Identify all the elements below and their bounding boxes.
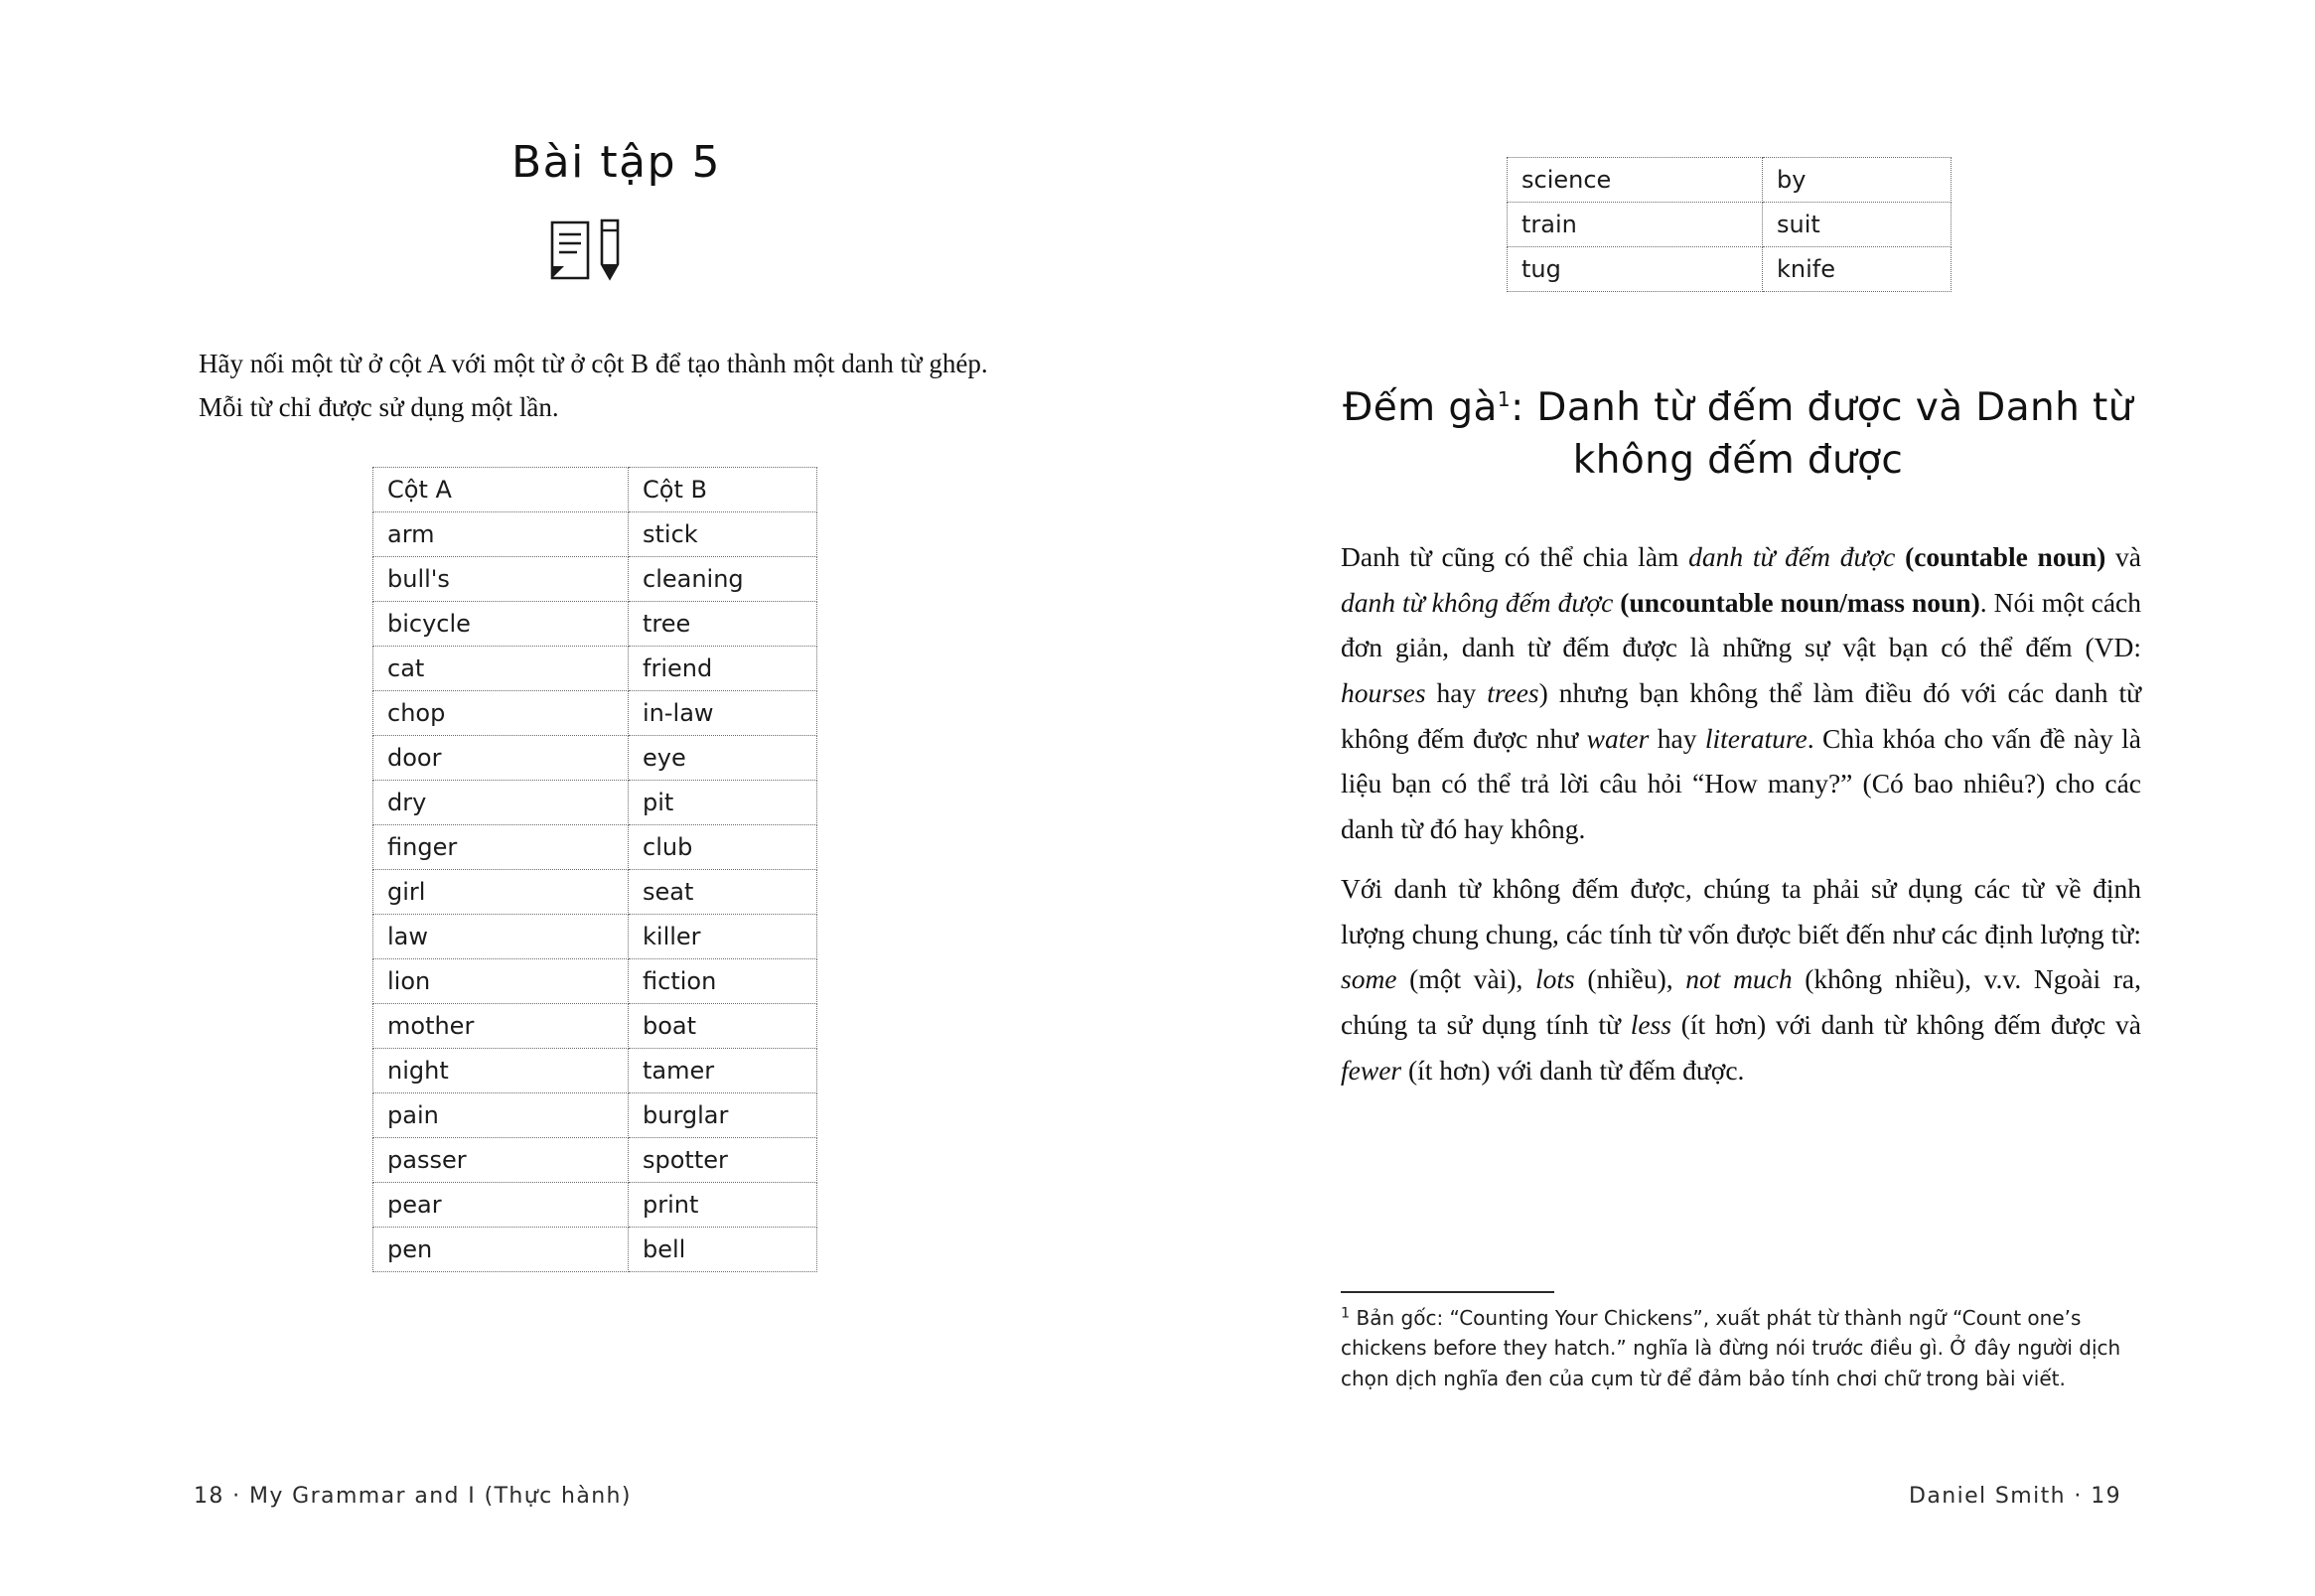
cell-column-a: bull's [373, 557, 629, 602]
table-row [1508, 158, 1952, 203]
table-row [1508, 247, 1952, 292]
footnote [1341, 1303, 2145, 1393]
footnote-marker: 1 [1497, 387, 1512, 411]
exercise-instructions: Hãy nối một từ ở cột A với một từ ở cột B để tạo thành một danh từ ghép. Mỗi từ chỉ được sử dụng một lần. [199, 349, 988, 422]
cell-column-a: arm [373, 512, 629, 557]
cell-column-a: chop [373, 691, 629, 736]
section-heading-lead: Đếm gà [1343, 385, 1498, 430]
table-row [373, 736, 817, 781]
cell-column-a: cat [373, 647, 629, 691]
table-row [1508, 203, 1952, 247]
column-header-b: Cột B [629, 468, 817, 512]
table-row [373, 1183, 817, 1228]
cell-column-b: seat [629, 870, 817, 915]
section-heading-rest: : Danh từ đếm được và Danh từ không đếm được [1511, 385, 2133, 483]
cell-column-b: tamer [629, 1049, 817, 1093]
cell-column-a: night [373, 1049, 629, 1093]
pencil-paper-icon [544, 217, 634, 286]
table-row [373, 1049, 817, 1093]
left-page [0, 0, 1157, 1596]
table-row [373, 870, 817, 915]
cell-column-a: tug [1508, 247, 1763, 292]
cell-column-b: boat [629, 1004, 817, 1049]
table-row [373, 915, 817, 959]
cell-column-b: spotter [629, 1138, 817, 1183]
cell-column-a: pain [373, 1093, 629, 1138]
cell-column-b: friend [629, 647, 817, 691]
cell-column-a: pen [373, 1228, 629, 1272]
cell-column-b: tree [629, 602, 817, 647]
right-page [1157, 0, 2315, 1596]
section-heading [1341, 382, 2135, 487]
word-pairs-table [1507, 157, 1952, 292]
matching-table [372, 467, 817, 1272]
page-title: Bài tập 5 [511, 137, 721, 188]
cell-column-a: pear [373, 1183, 629, 1228]
table-row [373, 959, 817, 1004]
cell-column-b: by [1763, 158, 1952, 203]
folio-left: 18 · My Grammar and I (Thực hành) [194, 1484, 632, 1509]
table-row [373, 1093, 817, 1138]
footnote-divider [1341, 1291, 1554, 1293]
table-row [373, 1138, 817, 1183]
table-row [373, 1004, 817, 1049]
cell-column-a: science [1508, 158, 1763, 203]
cell-column-a: passer [373, 1138, 629, 1183]
cell-column-b: club [629, 825, 817, 870]
cell-column-a: mother [373, 1004, 629, 1049]
cell-column-a: bicycle [373, 602, 629, 647]
table-row [373, 647, 817, 691]
paragraph-1: Danh từ cũng có thể chia làm danh từ đếm được (countable noun) và danh từ không đếm được (uncountable noun/mass noun). Nói một cách đơn giản, danh từ đếm được là những sự vật bạn có thể đếm (VD: hourses hay trees) nhưng bạn không thể làm điều đó với các danh từ không đếm được như water hay literature. Chìa khóa cho vấn đề này là liệu bạn có thể trả lời câu hỏi “How many?” (Có bao nhiêu?) cho các danh từ đó hay không. [1341, 541, 2142, 844]
column-header-a: Cột A [373, 468, 629, 512]
cell-column-b: cleaning [629, 557, 817, 602]
cell-column-a: girl [373, 870, 629, 915]
cell-column-b: eye [629, 736, 817, 781]
matching-table-body [373, 512, 817, 1272]
cell-column-b: burglar [629, 1093, 817, 1138]
table-header-row [373, 468, 817, 512]
table-row [373, 691, 817, 736]
table-row [373, 1228, 817, 1272]
table-row [373, 602, 817, 647]
footnote-number: 1 [1341, 1305, 1351, 1322]
cell-column-a: door [373, 736, 629, 781]
cell-column-b: stick [629, 512, 817, 557]
table-row [373, 825, 817, 870]
cell-column-a: train [1508, 203, 1763, 247]
table-row [373, 557, 817, 602]
table-row [373, 781, 817, 825]
cell-column-b: suit [1763, 203, 1952, 247]
cell-column-a: lion [373, 959, 629, 1004]
footnote-text: Bản gốc: “Counting Your Chickens”, xuất phát từ thành ngữ “Count one’s chickens before they hatch.” nghĩa là đừng nói trước điều gì. Ở đây người dịch chọn dịch nghĩa đen của cụm từ để đảm bảo tính chơi chữ trong bài viết. [1341, 1306, 2121, 1390]
cell-column-b: knife [1763, 247, 1952, 292]
cell-column-b: pit [629, 781, 817, 825]
cell-column-a: dry [373, 781, 629, 825]
cell-column-a: law [373, 915, 629, 959]
paragraph-2: Với danh từ không đếm được, chúng ta phải sử dụng các từ về định lượng chung chung, các tính từ vốn được biết đến như các định lượng từ: some (một vài), lots (nhiều), not much (không nhiều), v.v. Ngoài ra, chúng ta sử dụng tính từ less (ít hơn) với danh từ không đếm được và fewer (ít hơn) với danh từ đếm được. [1341, 873, 2141, 1086]
cell-column-b: killer [629, 915, 817, 959]
word-pairs-table-body [1508, 158, 1952, 292]
cell-column-b: fiction [629, 959, 817, 1004]
cell-column-b: bell [629, 1228, 817, 1272]
cell-column-a: finger [373, 825, 629, 870]
cell-column-b: in-law [629, 691, 817, 736]
table-row [373, 512, 817, 557]
folio-right: Daniel Smith · 19 [1909, 1484, 2121, 1509]
cell-column-b: print [629, 1183, 817, 1228]
